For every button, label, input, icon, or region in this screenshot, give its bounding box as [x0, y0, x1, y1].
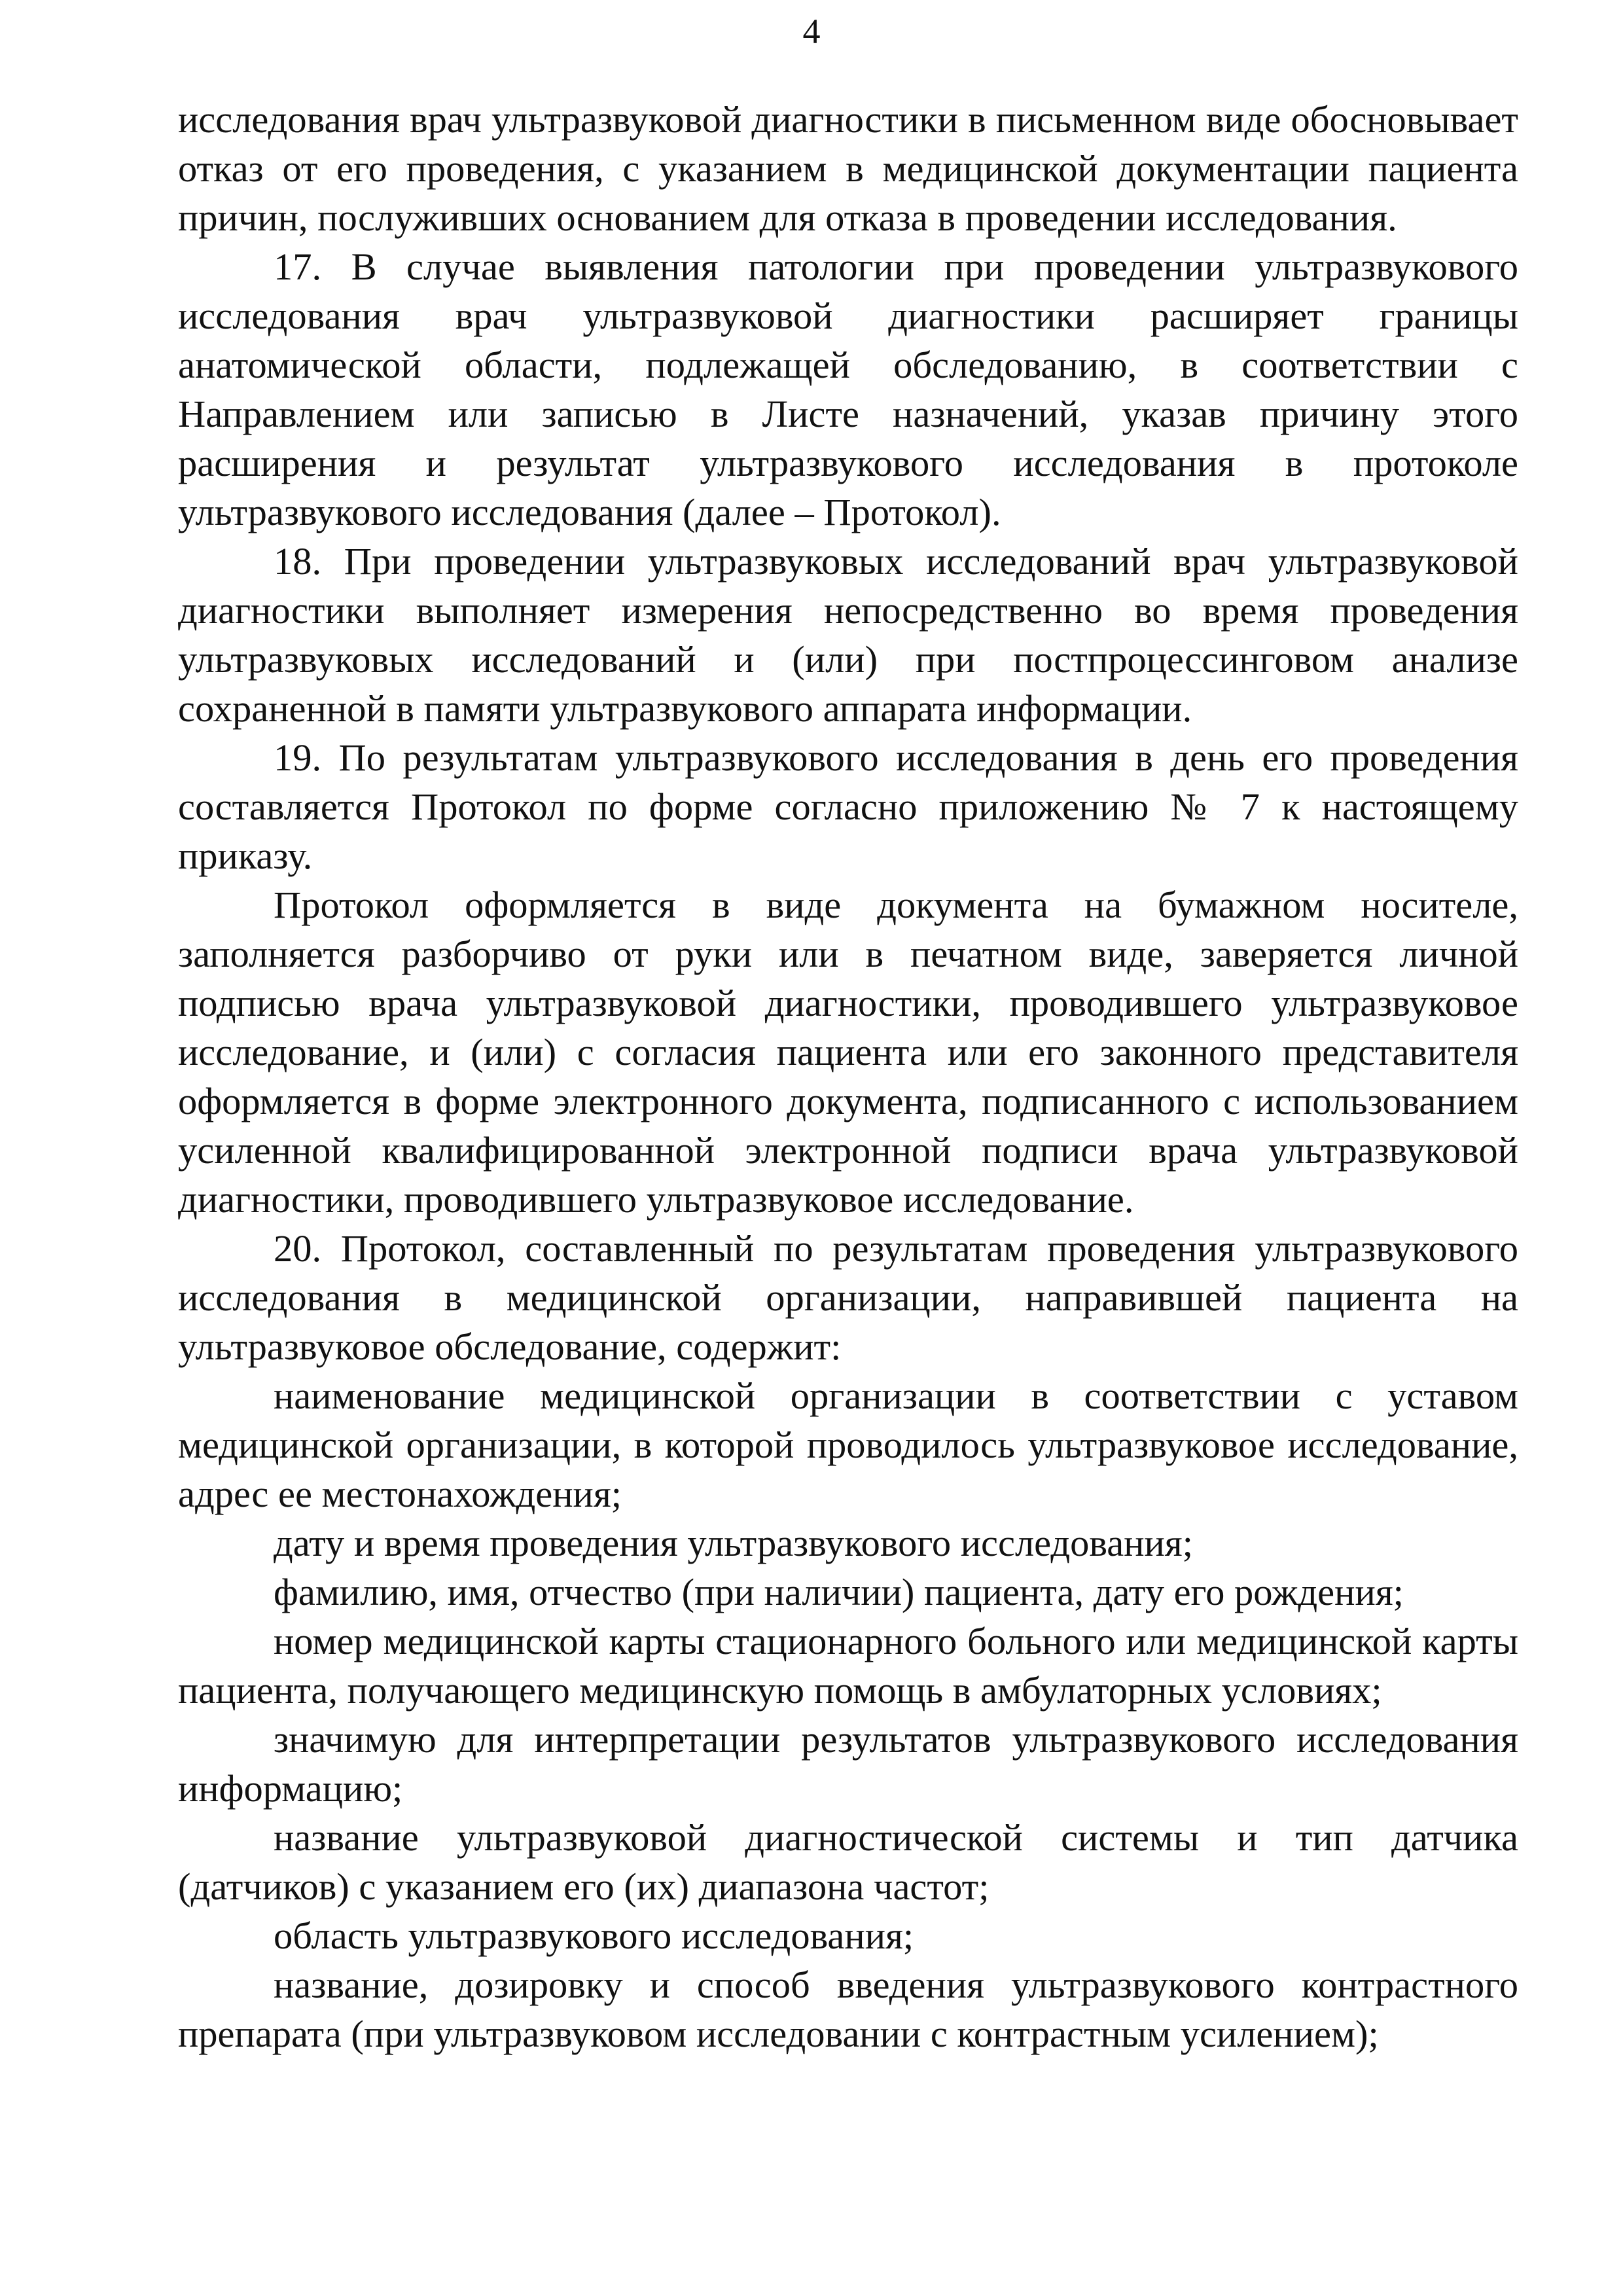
list-item-diagnostic-system: название ультразвуковой диагностической системы и тип датчика (датчиков) с указанием его (их) диапазона частот;	[178, 1816, 1518, 1908]
list-item-contrast-agent: название, дозировку и способ введения ультразвукового контрастного препарата (при ультразвуковом исследовании с контрастным усилением);	[178, 1964, 1518, 2055]
paragraph-item-19: 19. По результатам ультразвукового исследования в день его проведения составляется Протокол по форме согласно приложению № 7 к настоящему приказу.	[178, 736, 1518, 877]
list-item-medical-card: номер медицинской карты стационарного больного или медицинской карты пациента, получающего медицинскую помощь в амбулаторных условиях;	[178, 1620, 1518, 1712]
paragraph-item-18: 18. При проведении ультразвуковых исследований врач ультразвуковой диагностики выполняет измерения непосредственно во время проведения ультразвуковых исследований и (или) при постпроцессинговом анализе сохраненной в памяти ультразвукового аппарата информации.	[178, 540, 1518, 730]
list-item-organization-name: наименование медицинской организации в соответствии с уставом медицинской организации, в которой проводилось ультразвуковое исследование, адрес ее местонахождения;	[178, 1374, 1518, 1515]
list-item-patient-name: фамилию, имя, отчество (при наличии) пациента, дату его рождения;	[274, 1571, 1404, 1613]
paragraph-refusal-continuation: исследования врач ультразвуковой диагностики в письменном виде обосновывает отказ от его проведения, с указанием в медицинской документации пациента причин, послуживших основанием для отказа в проведении исследования.	[178, 98, 1518, 239]
paragraph-item-20: 20. Протокол, составленный по результатам проведения ультразвукового исследования в медицинской организации, направившей пациента на ультразвуковое обследование, содержит:	[178, 1227, 1518, 1368]
paragraph-protocol-format: Протокол оформляется в виде документа на бумажном носителе, заполняется разборчиво от руки или в печатном виде, заверяется личной подписью врача ультразвуковой диагностики, проводившего ультразвуковое исследование, и (или) с согласия пациента или его законного представителя оформляется в форме электронного документа, подписанного с использованием усиленной квалифицированной электронной подписи врача ультразвуковой диагностики, проводившего ультразвуковое исследование.	[178, 884, 1518, 1221]
paragraph-item-17: 17. В случае выявления патологии при проведении ультразвукового исследования врач ультразвуковой диагностики расширяет границы анатомической области, подлежащей обследованию, в соответствии с Направлением или записью в Листе назначений, указав причину этого расширения и результат ультразвукового исследования в протоколе ультразвукового исследования (далее – Протокол).	[178, 245, 1518, 533]
list-item-significant-info: значимую для интерпретации результатов ультразвукового исследования информацию;	[178, 1718, 1518, 1810]
list-item-date-time: дату и время проведения ультразвукового исследования;	[274, 1522, 1193, 1564]
document-body	[178, 95, 1518, 2058]
list-item-exam-area: область ультразвукового исследования;	[274, 1914, 914, 1957]
page-number: 4	[802, 12, 821, 51]
